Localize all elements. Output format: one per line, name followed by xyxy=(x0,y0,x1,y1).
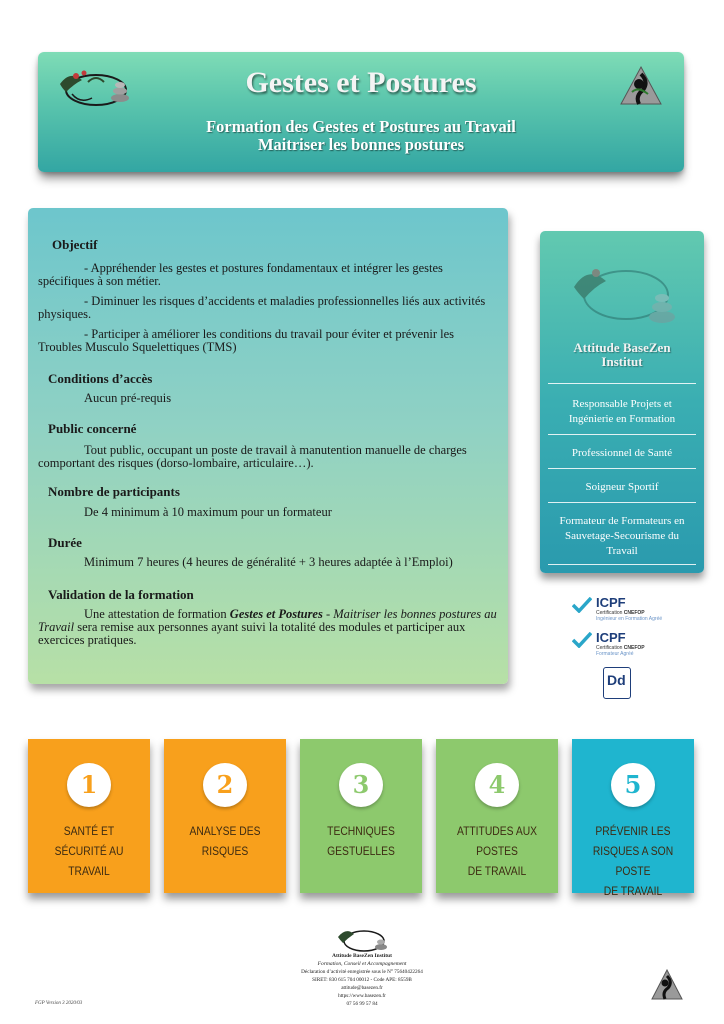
conditions-text: Aucun pré-requis xyxy=(84,391,172,405)
module-tile-5 xyxy=(572,739,694,898)
role-item: Responsable Projets et Ingénierie en Formation xyxy=(568,398,676,425)
role-item: Formateur de Formateurs en Sauvetage-Secourisme du Travail xyxy=(559,515,685,557)
footer-email[interactable]: attitude@basezen.fr xyxy=(341,985,383,991)
module-label: PRÉVENIR LES RISQUES A SON POSTE DE TRAVAIL xyxy=(592,824,674,898)
public-text-2: comportant des risques (dorso-lombaire, articulaire…). xyxy=(38,456,314,470)
validation-text-2: Travail sera remise aux personnes ayant suivi la totalité des modules et participer aux xyxy=(38,620,466,634)
footer-siret: SIRET: 830 615 704 00012 - Code APE: 8559B xyxy=(312,977,412,983)
version-label: FGP Version 3 2020/03 xyxy=(35,1001,83,1006)
footer-declaration: Déclaration d’activité enregistrée sous le N° 75640422264 xyxy=(301,969,423,975)
module-label: SANTÉ ET SÉCURITÉ AU TRAVAIL xyxy=(54,824,124,878)
divider xyxy=(548,468,696,469)
module-tile-1 xyxy=(28,739,150,893)
header-banner xyxy=(38,52,684,172)
validation-text-3: exercices pratiques. xyxy=(38,633,137,647)
validation-heading: Validation de la formation xyxy=(48,587,194,602)
objectif-item-2-cont: physiques. xyxy=(38,307,92,321)
duree-heading: Durée xyxy=(48,535,82,550)
role-item: Professionnel de Santé xyxy=(571,447,673,459)
trainer-profile-card xyxy=(540,231,704,573)
icpf-certification-2: ICPF Certification CNEFOP Formateur Agréé xyxy=(572,630,672,660)
module-label: TECHNIQUES GESTUELLES xyxy=(327,824,395,858)
duree-text: Minimum 7 heures (4 heures de généralité + 3 heures adaptée à l’Emploi) xyxy=(84,555,453,569)
zen-stones-logo-icon xyxy=(334,924,390,954)
divider xyxy=(548,564,696,565)
icpf-certification-1: ICPF Certification CNEFOP Ingénieur en Formation Agréé xyxy=(572,595,672,625)
course-details-panel xyxy=(28,208,508,684)
objectif-heading: Objectif xyxy=(52,237,98,252)
public-heading: Public concerné xyxy=(48,421,137,436)
datadock-badge-icon: Dd xyxy=(603,667,631,699)
objectif-item-3: - Participer à améliorer les conditions du travail pour éviter et prévenir les xyxy=(84,327,455,341)
module-label: ANALYSE DES RISQUES xyxy=(189,824,261,858)
footer-tagline: Formation, Conseil et Accompagnement xyxy=(317,961,407,967)
module-number-badge: 3 xyxy=(339,763,383,807)
zen-stones-logo-icon xyxy=(562,253,682,337)
footer-phone: 07 56 99 57 84 xyxy=(346,1001,378,1007)
module-number-badge: 5 xyxy=(611,763,655,807)
divider xyxy=(548,383,696,384)
participants-text: De 4 minimum à 10 maximum pour un formateur xyxy=(84,505,332,519)
page-title: Gestes et Postures xyxy=(245,66,477,99)
divider xyxy=(548,434,696,435)
participants-heading: Nombre de participants xyxy=(48,484,180,499)
module-number-badge: 1 xyxy=(67,763,111,807)
triangle-emblem-icon xyxy=(650,968,684,1002)
footer-org-name: Attitude BaseZen Institut xyxy=(332,953,392,959)
trainer-name: Attitude BaseZen Institut xyxy=(573,340,671,369)
role-item: Soigneur Sportif xyxy=(585,481,659,493)
page-subtitle: Formation des Gestes et Postures au Travail xyxy=(206,117,516,136)
validation-text-1: Une attestation de formation Gestes et Postures - Maitriser les bonnes postures au xyxy=(84,607,497,621)
conditions-heading: Conditions d’accès xyxy=(48,371,153,386)
objectif-item-2: - Diminuer les risques d’accidents et maladies professionnelles liés aux activités xyxy=(84,294,486,308)
check-icon xyxy=(572,597,592,613)
objectif-item-3-cont: Troubles Musculo Squelettiques (TMS) xyxy=(38,340,237,354)
objectif-item-1-cont: spécifiques à son métier. xyxy=(38,274,161,288)
public-text-1: Tout public, occupant un poste de travail à manutention manuelle de charges xyxy=(84,443,467,457)
module-label: ATTITUDES AUX POSTES DE TRAVAIL xyxy=(456,824,538,878)
module-tile-3 xyxy=(300,739,422,893)
module-tile-2 xyxy=(164,739,286,893)
triangle-emblem-icon xyxy=(618,64,664,108)
check-icon xyxy=(572,632,592,648)
footer-website[interactable]: https://www.basezen.fr xyxy=(338,993,386,999)
module-tile-4 xyxy=(436,739,558,893)
objectif-item-1: - Appréhender les gestes et postures fondamentaux et intégrer les gestes xyxy=(84,261,443,275)
module-number-badge: 4 xyxy=(475,763,519,807)
module-number-badge: 2 xyxy=(203,763,247,807)
page-subtitle-2: Maitriser les bonnes postures xyxy=(257,135,465,154)
divider xyxy=(548,502,696,503)
